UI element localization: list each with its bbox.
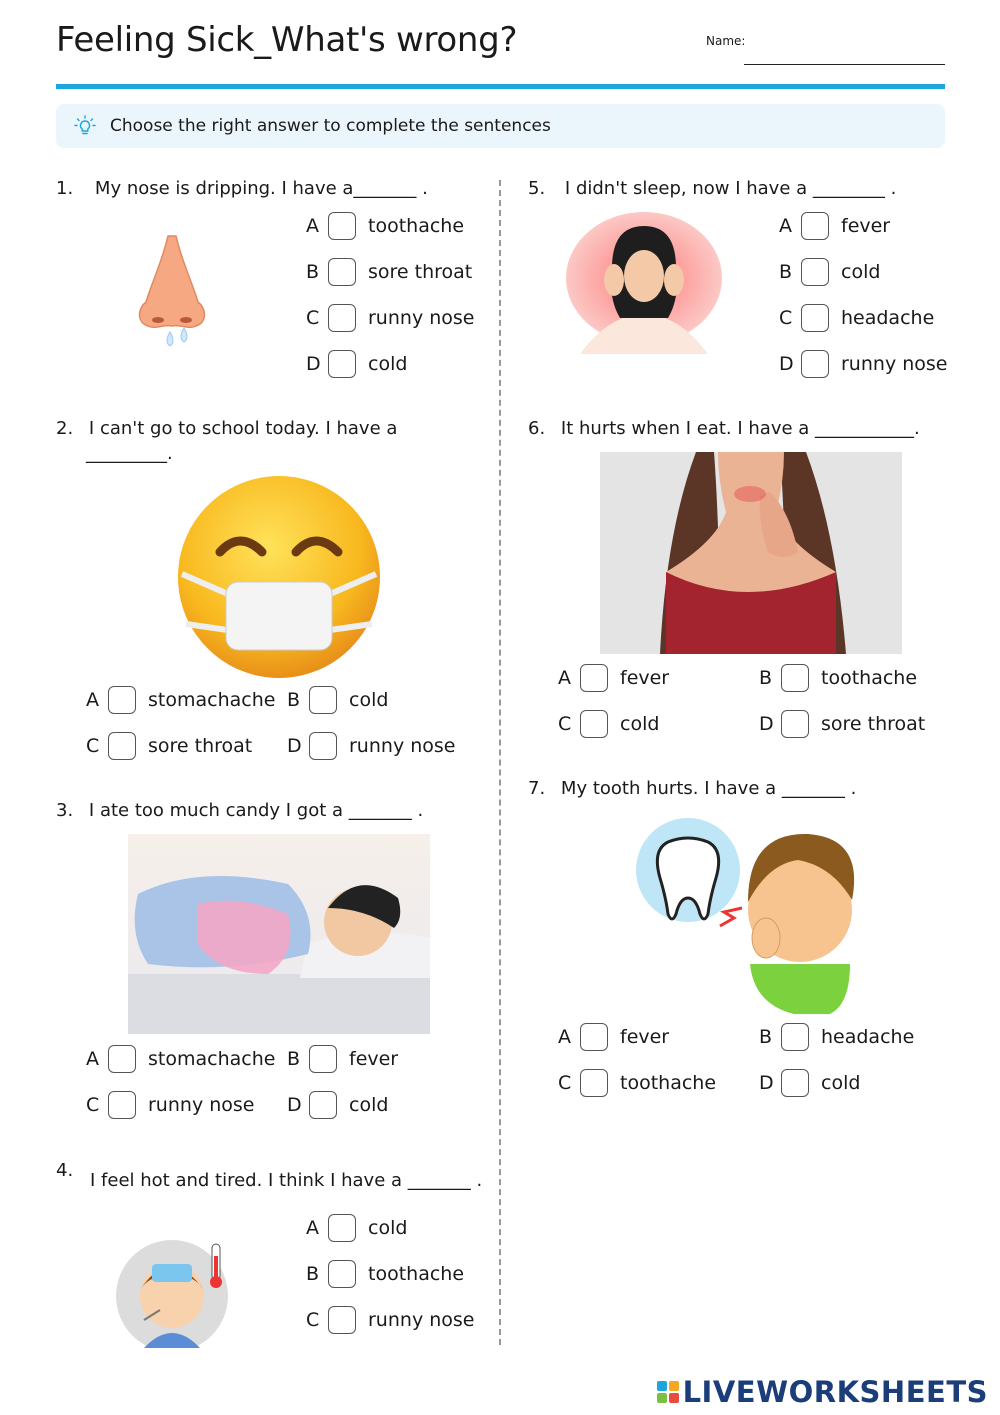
checkbox[interactable] <box>801 212 829 240</box>
logo-mark-icon <box>657 1381 679 1403</box>
question-4-text: I feel hot and tired. I think I have a _______ . <box>90 1170 483 1191</box>
option-label: cold <box>349 689 389 711</box>
lightbulb-icon <box>74 115 96 137</box>
options-q6 <box>558 662 958 740</box>
mask-emoji-image <box>176 474 382 680</box>
option-b[interactable]: B cold <box>779 256 947 288</box>
option-label: cold <box>368 1217 408 1239</box>
option-d[interactable]: D cold <box>287 1089 388 1121</box>
stomachache-boy-photo <box>128 834 430 1034</box>
checkbox[interactable] <box>781 1023 809 1051</box>
checkbox[interactable] <box>580 1069 608 1097</box>
checkbox[interactable] <box>328 1306 356 1334</box>
checkbox[interactable] <box>108 1091 136 1119</box>
checkbox[interactable] <box>328 258 356 286</box>
header-rule <box>56 84 945 89</box>
question-1 <box>56 178 428 199</box>
instruction-text: Choose the right answer to complete the sentences <box>110 116 551 136</box>
fever-boy-image <box>114 1238 242 1348</box>
question-text: My tooth hurts. I have a _______ . <box>560 778 857 799</box>
checkbox[interactable] <box>781 710 809 738</box>
option-b[interactable]: B fever <box>287 1043 398 1075</box>
question-number: 7. <box>528 778 546 799</box>
checkbox[interactable] <box>309 1045 337 1073</box>
checkbox[interactable] <box>108 1045 136 1073</box>
option-label: runny nose <box>368 307 475 329</box>
toothache-boy-image <box>634 818 860 1014</box>
option-label: cold <box>368 353 408 375</box>
options-q4 <box>306 1212 474 1336</box>
question-number: 2. <box>56 418 74 439</box>
checkbox[interactable] <box>328 212 356 240</box>
option-d[interactable]: D sore throat <box>759 708 925 740</box>
checkbox[interactable] <box>108 732 136 760</box>
options-q3 <box>86 1043 486 1121</box>
option-label: fever <box>620 667 670 689</box>
option-label: fever <box>841 215 891 237</box>
checkbox[interactable] <box>309 686 337 714</box>
checkbox[interactable] <box>801 304 829 332</box>
option-b[interactable]: B sore throat <box>306 256 474 288</box>
option-label: cold <box>620 713 660 735</box>
option-label: sore throat <box>148 735 253 757</box>
question-text: I didn't sleep, now I have a ________ . <box>564 178 897 199</box>
checkbox[interactable] <box>309 1091 337 1119</box>
options-q2 <box>86 684 486 762</box>
option-label: toothache <box>368 215 465 237</box>
name-field[interactable] <box>744 64 945 65</box>
option-c[interactable]: C cold <box>558 708 759 740</box>
option-label: cold <box>841 261 881 283</box>
checkbox[interactable] <box>328 350 356 378</box>
option-label: toothache <box>620 1072 717 1094</box>
option-label: stomachache <box>148 1048 276 1070</box>
column-divider <box>499 180 501 1345</box>
option-c[interactable]: C toothache <box>558 1067 759 1099</box>
option-c[interactable]: C runny nose <box>86 1089 287 1121</box>
option-label: toothache <box>368 1263 465 1285</box>
option-b[interactable]: B toothache <box>306 1258 474 1290</box>
checkbox[interactable] <box>328 304 356 332</box>
option-label: headache <box>841 307 935 329</box>
option-label: cold <box>821 1072 861 1094</box>
question-7 <box>528 778 856 799</box>
headache-woman-image <box>566 212 722 354</box>
name-label: Name: <box>706 34 746 48</box>
question-6 <box>528 418 920 439</box>
question-2 <box>56 418 397 439</box>
logo-text: LIVEWORKSHEETS <box>682 1375 988 1409</box>
checkbox[interactable] <box>781 1069 809 1097</box>
option-a[interactable]: A stomachache <box>86 1043 287 1075</box>
option-label: headache <box>821 1026 915 1048</box>
option-label: runny nose <box>841 353 948 375</box>
question-2-blank: _________. <box>86 443 173 464</box>
liveworksheets-logo <box>657 1375 988 1409</box>
nose-image <box>132 232 212 358</box>
question-5 <box>528 178 896 199</box>
checkbox[interactable] <box>580 710 608 738</box>
option-a[interactable]: A fever <box>558 1021 759 1053</box>
options-q1 <box>306 210 474 380</box>
checkbox[interactable] <box>580 1023 608 1051</box>
option-c[interactable]: C headache <box>779 302 947 334</box>
checkbox[interactable] <box>328 1260 356 1288</box>
checkbox[interactable] <box>108 686 136 714</box>
question-4-number: 4. <box>56 1160 74 1181</box>
option-a[interactable]: A stomachache <box>86 684 287 716</box>
option-label: runny nose <box>368 1309 475 1331</box>
option-label: toothache <box>821 667 918 689</box>
option-a[interactable]: A cold <box>306 1212 474 1244</box>
option-label: fever <box>349 1048 399 1070</box>
option-label: cold <box>349 1094 389 1116</box>
option-label: runny nose <box>148 1094 255 1116</box>
checkbox[interactable] <box>801 350 829 378</box>
option-b[interactable]: B toothache <box>759 662 917 694</box>
checkbox[interactable] <box>580 664 608 692</box>
question-number: 6. <box>528 418 546 439</box>
checkbox[interactable] <box>801 258 829 286</box>
instruction-banner <box>56 104 945 148</box>
option-label: sore throat <box>368 261 473 283</box>
option-a[interactable]: A fever <box>779 210 947 242</box>
option-label: stomachache <box>148 689 276 711</box>
question-number: 5. <box>528 178 546 199</box>
option-d[interactable]: D cold <box>306 348 474 380</box>
option-d[interactable]: D cold <box>759 1067 860 1099</box>
question-number: 1. <box>56 178 74 199</box>
question-3 <box>56 800 423 821</box>
option-b[interactable]: B headache <box>759 1021 914 1053</box>
question-text: My nose is dripping. I have a_______ . <box>94 178 428 199</box>
page-title: Feeling Sick_What's wrong? <box>56 20 518 60</box>
sore-throat-woman-photo <box>600 452 902 654</box>
checkbox[interactable] <box>781 664 809 692</box>
question-text: I ate too much candy I got a _______ . <box>88 800 424 821</box>
option-c[interactable]: C runny nose <box>306 1304 474 1336</box>
options-q5 <box>779 210 947 380</box>
option-b[interactable]: B cold <box>287 684 388 716</box>
options-q7 <box>558 1021 958 1099</box>
option-label: sore throat <box>821 713 926 735</box>
option-a[interactable]: A fever <box>558 662 759 694</box>
option-c[interactable]: C runny nose <box>306 302 474 334</box>
option-label: fever <box>620 1026 670 1048</box>
question-number: 3. <box>56 800 74 821</box>
checkbox[interactable] <box>328 1214 356 1242</box>
option-d[interactable]: D runny nose <box>779 348 947 380</box>
question-text: It hurts when I eat. I have a ___________. <box>560 418 920 439</box>
option-label: runny nose <box>349 735 456 757</box>
option-c[interactable]: C sore throat <box>86 730 287 762</box>
option-d[interactable]: D runny nose <box>287 730 455 762</box>
checkbox[interactable] <box>309 732 337 760</box>
question-text: I can't go to school today. I have a <box>88 418 398 439</box>
option-a[interactable]: A toothache <box>306 210 474 242</box>
